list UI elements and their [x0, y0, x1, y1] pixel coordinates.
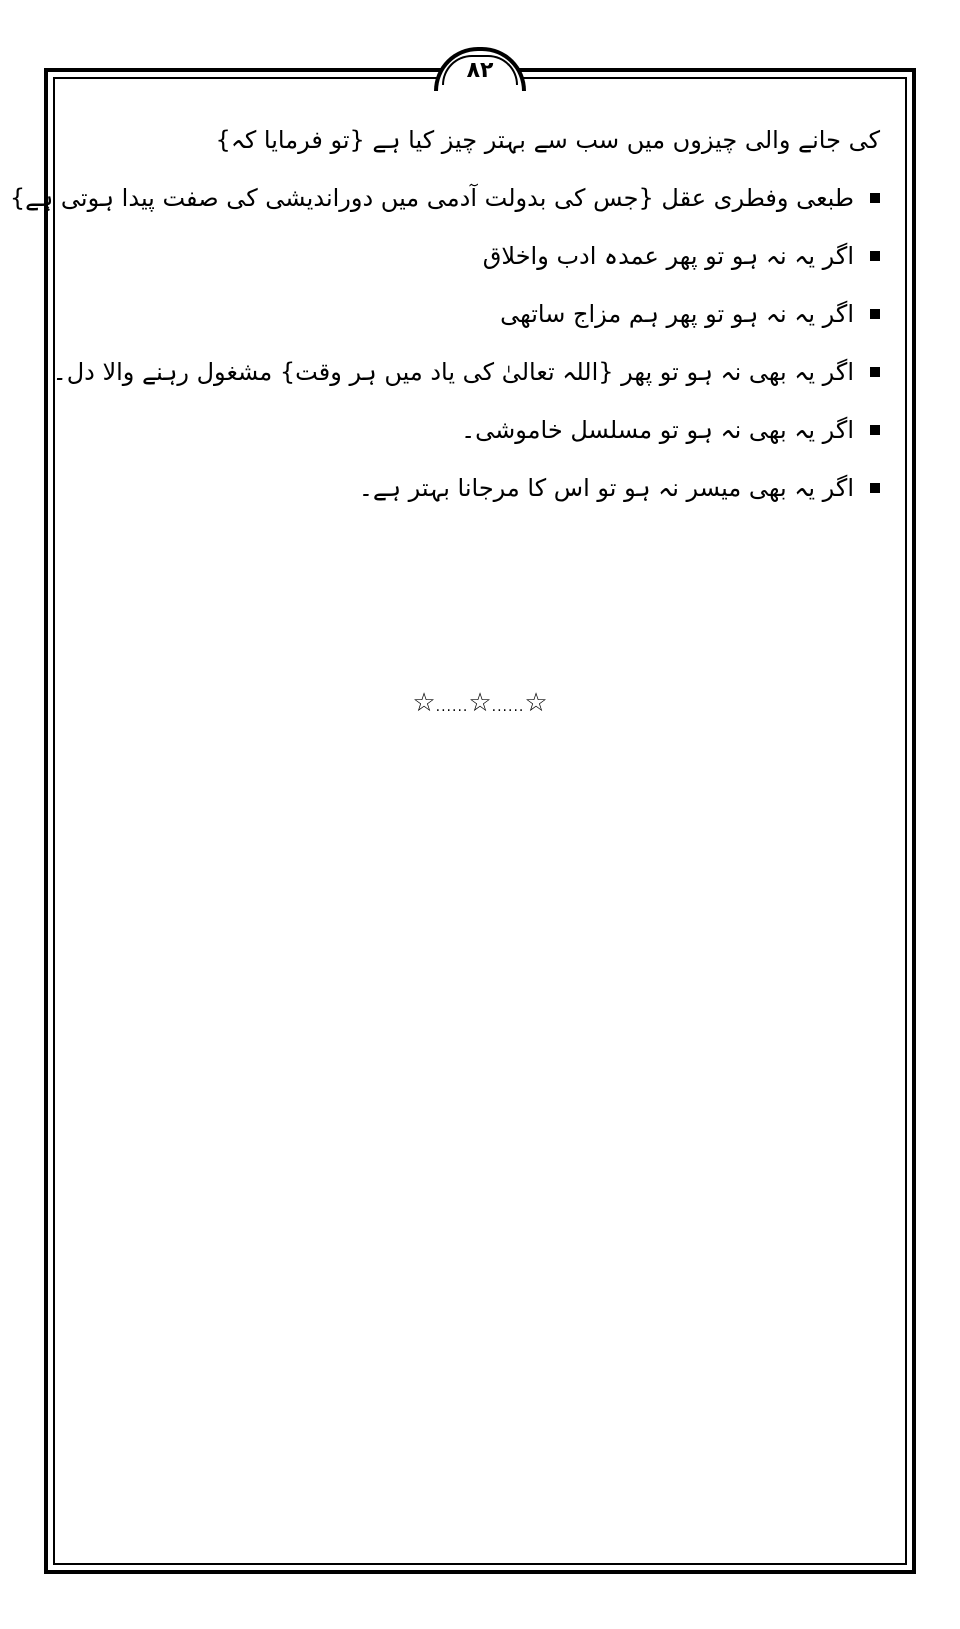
square-bullet-icon	[870, 483, 880, 493]
list-item	[80, 294, 880, 334]
list-item	[9, 178, 880, 218]
list-item	[52, 352, 880, 392]
list-item-text: طبعی وفطری عقل {جس کی بدولت آدمی میں دوراندیشی کی صفت پیدا ہوتی ہے}	[9, 184, 854, 212]
section-separator	[0, 688, 960, 722]
square-bullet-icon	[870, 251, 880, 261]
list-item-text: اگر یہ بھی نہ ہو تو پھر {اللہ تعالیٰ کی یاد میں ہر وقت} مشغول رہنے والا دل۔	[52, 358, 854, 386]
list-item	[80, 236, 880, 276]
page-number: ۸۲	[466, 58, 494, 83]
star-icon: ☆	[524, 688, 548, 718]
square-bullet-icon	[870, 367, 880, 377]
list-item-text: اگر یہ بھی میسر نہ ہو تو اس کا مرجانا بہتر ہے۔	[358, 474, 854, 502]
separator-dots: ......	[435, 699, 469, 715]
square-bullet-icon	[870, 425, 880, 435]
bullet-list	[9, 178, 880, 508]
star-icon: ☆	[412, 688, 436, 718]
star-icon: ☆	[468, 688, 492, 718]
list-item-text: اگر یہ بھی نہ ہو تو مسلسل خاموشی۔	[461, 416, 854, 444]
page-content	[9, 120, 880, 526]
list-item-text: اگر یہ نہ ہو تو پھر ہم مزاج ساتھی	[500, 300, 854, 328]
separator-dots: ......	[491, 699, 525, 715]
square-bullet-icon	[870, 193, 880, 203]
intro-line: کی جانے والی چیزوں میں سب سے بہتر چیز کیا ہے {تو فرمایا کہ}	[215, 126, 880, 154]
list-item-text: اگر یہ نہ ہو تو پھر عمدہ ادب واخلاق	[482, 242, 854, 270]
square-bullet-icon	[870, 309, 880, 319]
list-item	[80, 410, 880, 450]
list-item	[80, 468, 880, 508]
